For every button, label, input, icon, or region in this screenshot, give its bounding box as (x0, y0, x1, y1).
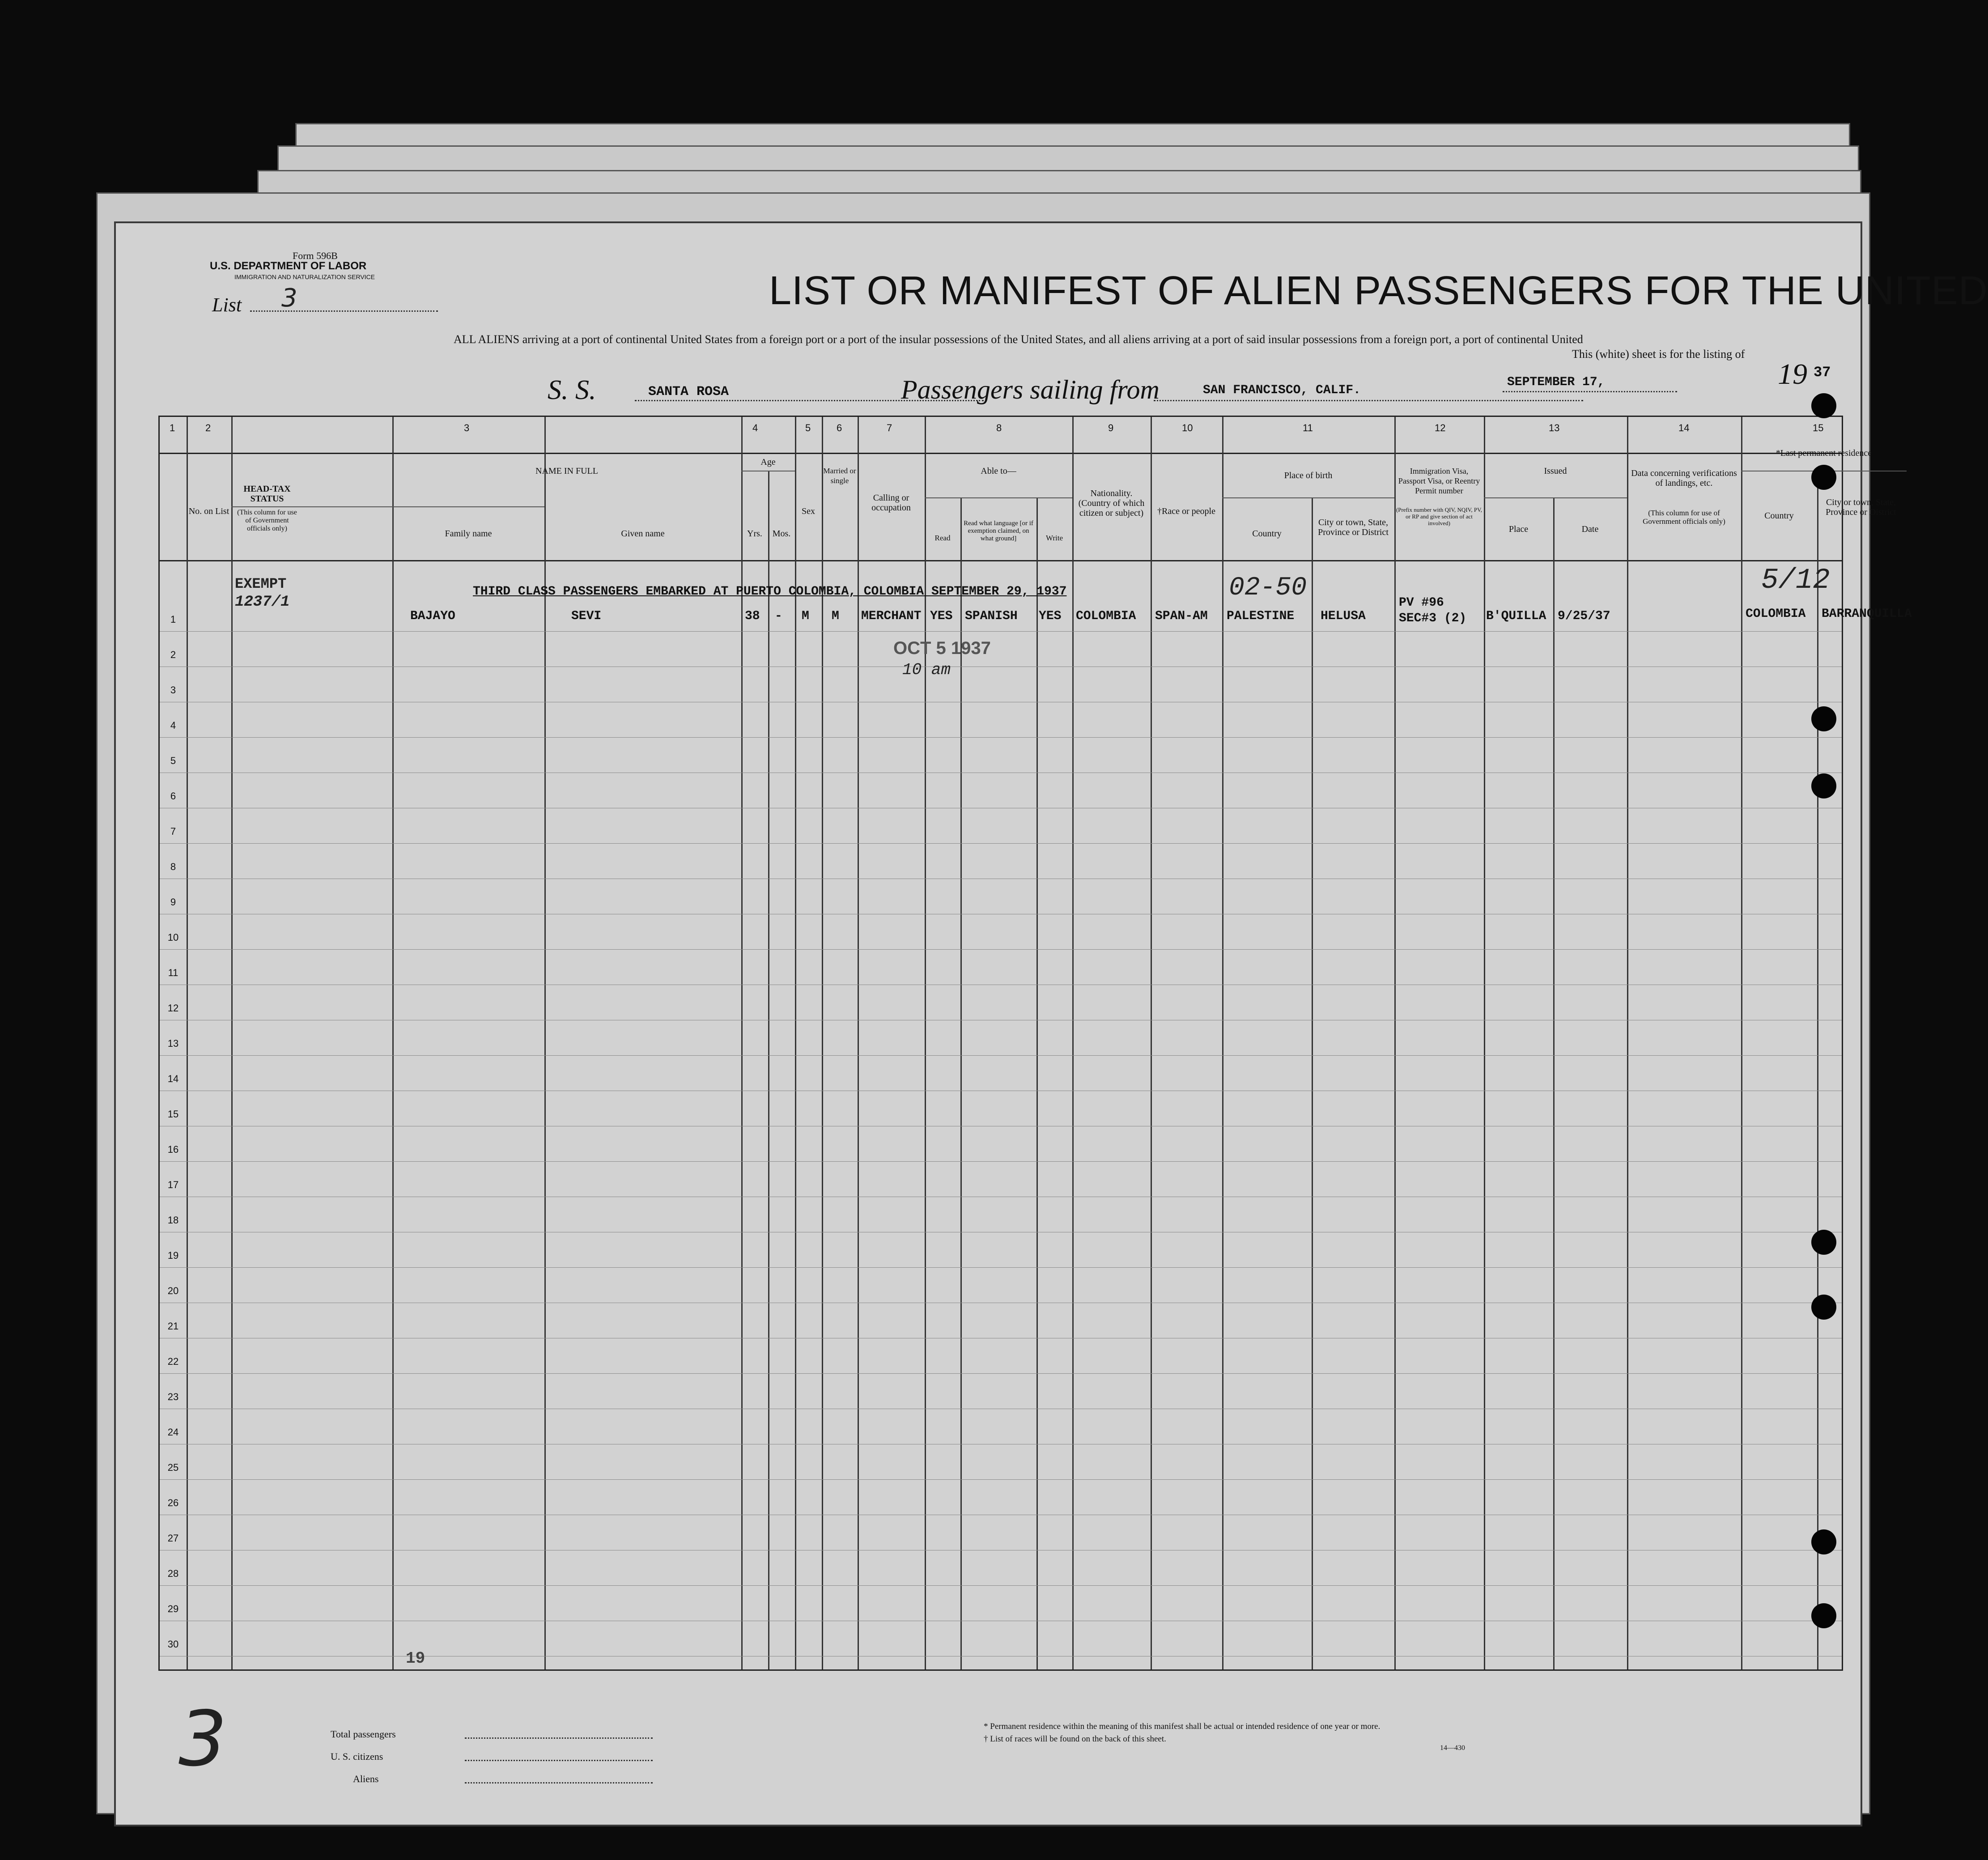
header-data-note: (This column for use of Government officials only) (1643, 509, 1725, 526)
row-number: 11 (168, 967, 178, 978)
year-prefix: 19 (1778, 358, 1807, 391)
age-months: - (775, 609, 782, 623)
row-number: 19 (167, 1250, 179, 1261)
column-number: 13 (1549, 422, 1560, 433)
column-number: 12 (1435, 422, 1446, 433)
header-res-country: Country (1764, 511, 1794, 521)
punch-hole (1811, 393, 1836, 418)
column-line (858, 417, 859, 1669)
row-number: 13 (167, 1038, 179, 1049)
header-family-name: Family name (445, 529, 492, 539)
column-number: 6 (837, 422, 842, 433)
row-number: 16 (167, 1144, 179, 1155)
manifest-subtitle: ALL ALIENS arriving at a port of continental United States from a foreign port or a port of the insular possessions of the United States, and all aliens arriving at a port of said insular possessions from a foreign port, a port of continental United (454, 333, 1583, 346)
row-number: 12 (167, 1002, 179, 1014)
punch-hole (1811, 1295, 1836, 1320)
head-tax-number: 1237/1 (235, 594, 290, 611)
row-number: 14 (167, 1073, 179, 1084)
column-line (741, 417, 743, 1669)
column-number: 15 (1813, 422, 1824, 433)
column-line (768, 471, 769, 1669)
can-read: YES (930, 609, 953, 623)
row-number: 18 (167, 1215, 179, 1226)
column-line (1817, 471, 1818, 1669)
punch-hole (1811, 706, 1836, 731)
header-race: †Race or people (1157, 506, 1215, 516)
row-rule (160, 1373, 1842, 1374)
header-birth-country: Country (1252, 529, 1282, 539)
header-rule (160, 560, 1842, 561)
header-issued-date: Date (1581, 524, 1599, 534)
column-line (1222, 417, 1223, 1669)
page-mark: 19 (406, 1649, 425, 1668)
column-line (1151, 417, 1152, 1669)
row-rule (160, 949, 1842, 950)
aliens-line (465, 1782, 653, 1784)
header-age: Age (760, 457, 776, 467)
section-header: THIRD CLASS PASSENGERS EMBARKED AT PUERTO COLOMBIA, COLOMBIA SEPTEMBER 29, 1937 (473, 585, 1067, 599)
visa-number: PV #96 (1399, 596, 1444, 610)
row-rule (160, 1585, 1842, 1586)
column-number: 9 (1108, 422, 1114, 433)
header-married: Married or single (823, 467, 856, 485)
header-rule (160, 453, 1842, 454)
column-number: 4 (752, 422, 758, 433)
column-line (392, 417, 394, 1669)
row-number: 6 (170, 790, 176, 802)
header-able-to: Able to— (981, 466, 1016, 476)
header-visa: Immigration Visa, Passport Visa, or Reentry Permit number (1398, 467, 1480, 495)
column-line (1627, 417, 1628, 1669)
row-number: 26 (167, 1497, 179, 1508)
handwritten-birth-note: 02-50 (1229, 573, 1307, 603)
column-line (960, 497, 962, 1669)
row-number: 9 (170, 896, 176, 908)
sailing-date: SEPTEMBER 17, (1507, 375, 1605, 389)
row-rule (160, 737, 1842, 738)
column-line (1312, 497, 1313, 1669)
row-number: 7 (170, 826, 176, 837)
total-passengers-label: Total passengers (331, 1728, 396, 1740)
row-number: 8 (170, 861, 176, 872)
column-line (1394, 417, 1396, 1669)
row-number: 3 (170, 684, 176, 696)
sailing-label: Passengers sailing from (901, 375, 1160, 404)
column-line (925, 417, 926, 1669)
column-number: 11 (1303, 422, 1313, 433)
header-place-of-birth: Place of birth (1284, 471, 1333, 480)
age-years: 38 (745, 609, 760, 623)
marital-status: M (832, 609, 839, 623)
row-number: 1 (170, 614, 176, 625)
printer-code: 14—430 (1440, 1744, 1465, 1752)
row-number: 20 (167, 1285, 179, 1296)
bottom-handwritten-number: 3 (178, 1695, 227, 1784)
received-stamp: OCT 5 1937 (893, 638, 991, 658)
residence-country: COLOMBIA (1746, 607, 1806, 621)
column-number: 14 (1678, 422, 1690, 433)
birth-city: HELUSA (1321, 609, 1366, 623)
row-number: 27 (167, 1533, 179, 1544)
occupation: MERCHANT (861, 609, 922, 623)
stamp-time: 10 am (902, 661, 951, 679)
header-visa-note: (Prefix number with QIV, NQIV, PV, or RP and give section of act involved) (1396, 506, 1483, 527)
can-write: YES (1039, 609, 1062, 623)
column-line (1072, 417, 1074, 1669)
header-calling: Calling or occupation (871, 493, 911, 513)
header-rule (925, 497, 1072, 498)
residence-city: BARRANQUILLA (1822, 607, 1912, 621)
column-line (1741, 417, 1742, 1669)
header-issued-place: Place (1508, 524, 1529, 534)
header-last-residence: *Last permanent residence (1776, 448, 1872, 458)
header-head-tax-note: (This column for use of Government officials only) (237, 509, 297, 532)
header-res-city: City or town, State, Province or District (1826, 497, 1896, 517)
ss-label: S. S. (548, 375, 596, 405)
punch-hole (1811, 465, 1836, 490)
row-number: 23 (167, 1391, 179, 1402)
column-line (231, 417, 233, 1669)
column-number: 5 (805, 422, 811, 433)
row-rule (160, 1055, 1842, 1056)
punch-hole (1811, 1529, 1836, 1554)
row-rule (160, 631, 1842, 632)
header-name-in-full: NAME IN FULL (535, 466, 598, 476)
column-line (187, 417, 188, 1669)
header-sex: Sex (802, 506, 815, 516)
header-issued: Issued (1544, 466, 1567, 476)
punch-hole (1811, 773, 1836, 798)
row-number: 30 (167, 1639, 179, 1650)
column-number: 3 (464, 422, 470, 433)
visa-section: SEC#3 (2) (1399, 612, 1467, 625)
sex-value: M (802, 609, 809, 623)
header-data-concerning: Data concerning verifications of landings, etc. (1631, 468, 1737, 488)
nationality: COLOMBIA (1076, 609, 1136, 623)
row-rule (160, 843, 1842, 844)
row-rule (160, 1479, 1842, 1480)
department-name: U.S. DEPARTMENT OF LABOR (210, 260, 367, 272)
family-name: BAJAYO (410, 609, 455, 623)
given-name: SEVI (571, 609, 602, 623)
row-number: 25 (167, 1462, 179, 1473)
sailing-port: SAN FRANCISCO, CALIF. (1203, 383, 1361, 397)
header-rule (231, 506, 544, 507)
issued-date: 9/25/37 (1558, 609, 1610, 623)
header-mos: Mos. (772, 529, 791, 539)
race: SPAN-AM (1155, 609, 1208, 623)
birth-country: PALESTINE (1227, 609, 1295, 623)
header-nationality: Nationality. (Country of which citizen or subject) (1078, 488, 1145, 518)
header-birth-city: City or town, State, Province or District (1318, 518, 1389, 537)
manifest-subtitle-2: This (white) sheet is for the listing of (1572, 348, 1745, 361)
header-rule (1484, 497, 1627, 498)
header-write: Write (1045, 534, 1063, 542)
column-line (544, 417, 546, 1669)
list-underline (250, 310, 438, 312)
column-line (1553, 497, 1555, 1669)
column-line (795, 417, 796, 1669)
row-number: 5 (170, 755, 176, 766)
form-code: Form 596B (293, 250, 338, 261)
aliens-label: Aliens (353, 1773, 379, 1784)
manifest-page (114, 221, 1988, 1826)
row-number: 28 (167, 1568, 179, 1579)
header-yrs: Yrs. (747, 529, 762, 539)
header-rule (1222, 497, 1394, 498)
citizens-line (465, 1760, 653, 1761)
port-underline (1154, 400, 1583, 401)
column-line (1036, 497, 1038, 1669)
manifest-title: LIST OR MANIFEST OF ALIEN PASSENGERS FOR THE UNITED (769, 268, 1988, 313)
column-number: 8 (996, 422, 1002, 433)
row-number: 22 (167, 1356, 179, 1367)
ship-name: SANTA ROSA (648, 384, 729, 399)
list-label: List (212, 294, 242, 316)
footnote-residence: * Permanent residence within the meaning of this manifest shall be actual or intended residence of one year or more. (984, 1722, 1381, 1731)
column-number: 10 (1182, 422, 1193, 433)
read-language: SPANISH (965, 609, 1018, 623)
row-number: 21 (167, 1321, 179, 1332)
column-number: 2 (205, 422, 211, 433)
total-line (465, 1737, 653, 1739)
punch-hole (1811, 1230, 1836, 1255)
column-line (1484, 417, 1485, 1669)
handwritten-residence-note: 5/12 (1761, 565, 1830, 597)
citizens-label: U. S. citizens (331, 1751, 383, 1762)
row-number: 24 (167, 1427, 179, 1438)
header-head-tax: HEAD-TAX STATUS (243, 484, 291, 504)
issued-place: B'QUILLA (1486, 609, 1546, 623)
column-number: 7 (887, 422, 892, 433)
row-number: 17 (167, 1179, 179, 1190)
row-number: 29 (167, 1603, 179, 1614)
list-number: 3 (281, 284, 297, 313)
year-suffix: 37 (1814, 364, 1831, 381)
service-name: IMMIGRATION AND NATURALIZATION SERVICE (234, 273, 375, 280)
row-rule (160, 1267, 1842, 1268)
punch-hole (1811, 1603, 1836, 1628)
head-tax-status: EXEMPT (235, 576, 287, 592)
row-number: 15 (167, 1108, 179, 1120)
header-read-language: Read what language [or if exemption claimed, on what ground] (964, 520, 1033, 542)
header-read: Read (935, 534, 951, 542)
manifest-table (158, 416, 1912, 1671)
column-line (822, 417, 823, 1669)
row-number: 2 (170, 649, 176, 660)
footnote-races: † List of races will be found on the back of this sheet. (984, 1734, 1166, 1744)
date-underline (1503, 391, 1677, 392)
row-rule (160, 1161, 1842, 1162)
header-given-name: Given name (621, 529, 665, 539)
row-number: 4 (170, 720, 176, 731)
header-no-on-list: No. on List (188, 506, 229, 516)
column-number: 1 (170, 422, 175, 433)
row-number: 10 (167, 932, 179, 943)
